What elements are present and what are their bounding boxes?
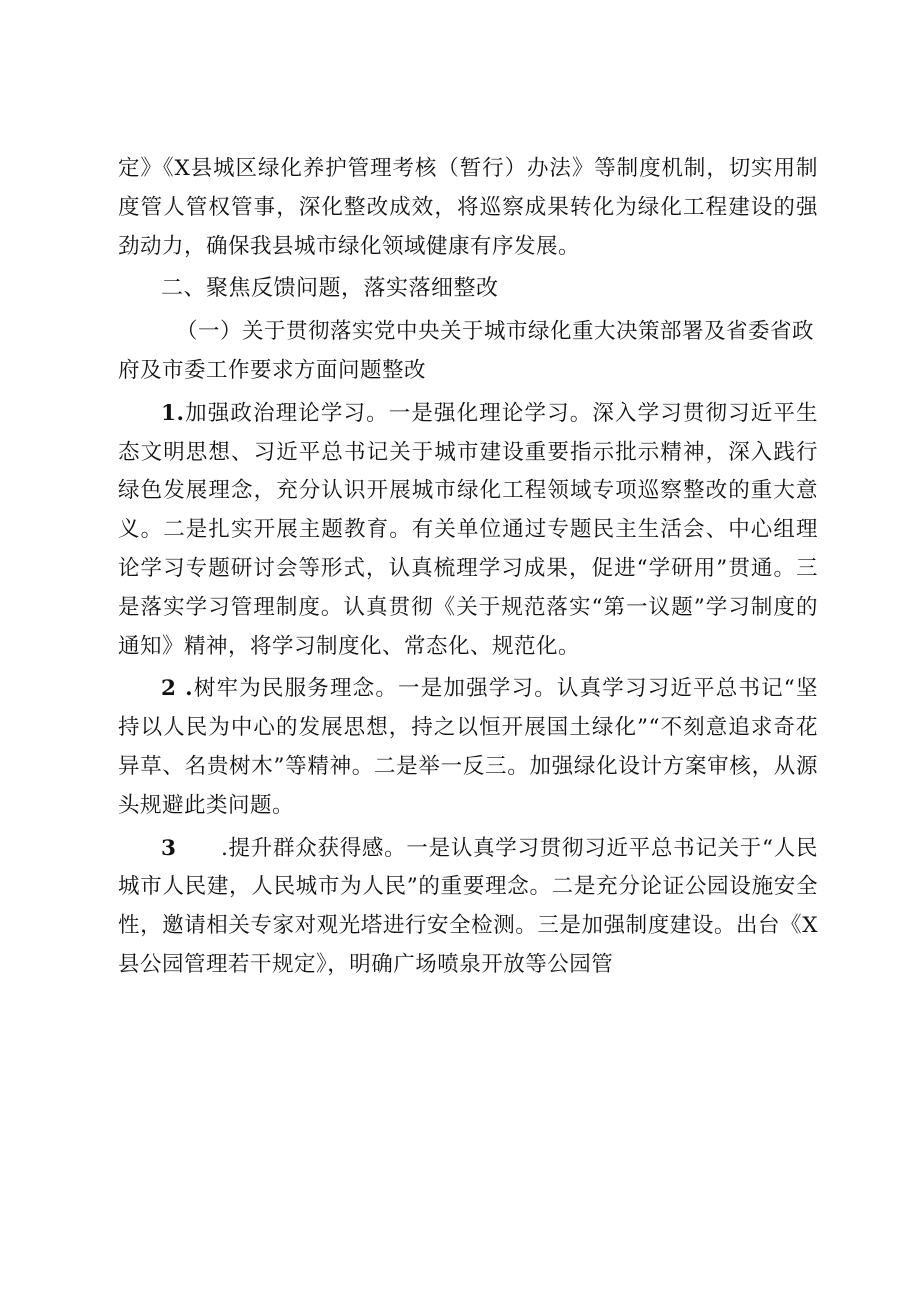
item-3-text: .提升群众获得感。一是认真学习贯彻习近平总书记关于“人民城市人民建，人民城市为人民”的重要理念。二是充分论证公园设施安全性，邀请相关专家对观光塔进行安全检测。三是加强制度建设。出台《X县公园管理若干规定》，明确广场喷泉开放等公园管 — [118, 835, 818, 977]
section-heading: 二、聚焦反馈问题，落实落细整改 — [161, 276, 499, 302]
item-2-paragraph — [118, 670, 818, 825]
item-3-paragraph — [118, 830, 818, 985]
item-3-number: 3 — [161, 835, 177, 861]
item-2-number: 2 . — [161, 676, 194, 702]
subsection-heading: （一）关于贯彻落实党中央关于城市绿化重大决策部署及省委省政府及市委工作要求方面问题整改 — [118, 319, 815, 383]
intro-paragraph: 定》《X县城区绿化养护管理考核（暂行）办法》等制度机制，切实用制度管人管权管事，深化整改成效，将巡察成果转化为绿化工程建设的强劲动力，确保我县城市绿化领域健康有序发展。 — [118, 156, 818, 259]
item-2-text: 树牢为民服务理念。一是加强学习。认真学习习近平总书记“坚持以人民为中心的发展思想，持之以恒开展国土绿化”“不刻意追求奇花异草、名贵树木”等精神。二是举一反三。加强绿化设计方案审核，从源头规避此类问题。 — [118, 676, 818, 818]
document-page — [118, 150, 818, 989]
item-1-text: 加强政治理论学习。一是强化理论学习。深入学习贯彻习近平生态文明思想、习近平总书记关于城市建设重要指示批示精神，深入践行绿色发展理念，充分认识开展城市绿化工程领域专项巡察整改的重大意义。二是扎实开展主题教育。有关单位通过专题民主生活会、中心组理论学习专题研讨会等形式，认真梳理学习成果，促进“学研用”贯通。三是落实学习管理制度。认真贯彻《关于规范落实“第一议题”学习制度的通知》精神，将学习制度化、常态化、规范化。 — [118, 400, 818, 659]
item-1-number: 1. — [161, 400, 185, 426]
item-1-paragraph — [118, 395, 818, 667]
